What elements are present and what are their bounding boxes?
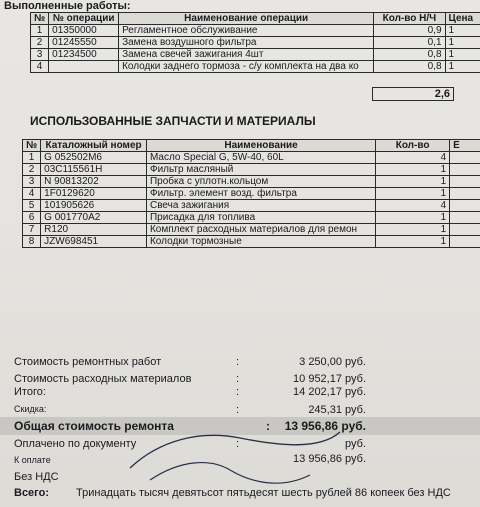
works-col-qty: Кол-во Н/Ч: [374, 13, 445, 25]
part-qty: 4: [376, 200, 450, 212]
row-index: 1: [23, 152, 41, 164]
part-qty: 1: [376, 236, 450, 248]
amount-in-words-label: Всего:: [14, 487, 49, 499]
part-name: Комплект расходных материалов для ремон: [146, 224, 375, 236]
table-row: [23, 188, 480, 200]
works-table: [30, 12, 480, 73]
parts-col-extra: Е: [450, 140, 480, 152]
op-qty: 0,1: [374, 37, 445, 49]
table-row: [23, 200, 480, 212]
table-row: [31, 37, 480, 49]
row-index: 6: [23, 212, 41, 224]
table-row: [23, 236, 480, 248]
part-name: Колодки тормозные: [146, 236, 375, 248]
part-name: Пробка с уплотн.кольцом: [146, 176, 375, 188]
subtotal-label: Итого:: [14, 386, 46, 398]
catalog-number: JZW698451: [41, 236, 147, 248]
part-extra: [450, 200, 480, 212]
part-qty: 1: [376, 212, 450, 224]
parts-col-number: №: [23, 140, 41, 152]
row-index: 1: [31, 25, 49, 37]
row-index: 3: [31, 49, 49, 61]
colon: :: [236, 356, 240, 368]
parts-header-row: [23, 140, 480, 152]
part-name: Присадка для топлива: [146, 212, 375, 224]
op-name: Регламентное обслуживание: [119, 25, 374, 37]
table-row: [23, 224, 480, 236]
table-row: [23, 152, 480, 164]
works-header-row: [31, 13, 480, 25]
part-name: Фильтр. элемент возд. фильтра: [146, 188, 375, 200]
part-qty: 4: [376, 152, 450, 164]
part-extra: [450, 176, 480, 188]
works-col-price: Цена: [445, 13, 480, 25]
works-col-number: №: [31, 13, 49, 25]
op-price: 1: [445, 25, 480, 37]
row-index: 8: [23, 236, 41, 248]
table-row: [31, 61, 480, 73]
table-row: [31, 49, 480, 61]
part-name: Фильтр масляный: [146, 164, 375, 176]
op-name: Колодки заднего тормоза - с/у комплекта на два ко: [119, 61, 374, 73]
to-pay-value: 13 956,86 руб.: [293, 453, 366, 465]
catalog-number: G 001770A2: [41, 212, 147, 224]
works-section-title: Выполненные работы:: [4, 0, 131, 12]
op-number: 01245550: [49, 37, 119, 49]
table-row: [23, 164, 480, 176]
part-qty: 1: [376, 224, 450, 236]
catalog-number: 03C115561H: [41, 164, 147, 176]
op-number: [49, 61, 119, 73]
row-index: 7: [23, 224, 41, 236]
paid-value: руб.: [345, 438, 366, 450]
op-name: Замена воздушного фильтра: [119, 37, 374, 49]
works-col-op-name: Наименование операции: [119, 13, 374, 25]
materials-cost-label: Стоимость расходных материалов: [14, 373, 192, 385]
works-col-op-number: № операции: [49, 13, 119, 25]
part-extra: [450, 236, 480, 248]
colon: :: [266, 419, 270, 433]
discount-value: 245,31 руб.: [308, 404, 366, 416]
parts-section-title: ИСПОЛЬЗОВАННЫЕ ЗАПЧАСТИ И МАТЕРИАЛЫ: [30, 114, 316, 128]
op-number: 01350000: [49, 25, 119, 37]
part-name: Свеча зажигания: [146, 200, 375, 212]
parts-col-name: Наименование: [146, 140, 375, 152]
materials-cost-value: 10 952,17 руб.: [293, 373, 366, 385]
op-price: 1: [445, 49, 480, 61]
colon: :: [236, 386, 240, 398]
row-index: 5: [23, 200, 41, 212]
op-qty: 0,9: [374, 25, 445, 37]
table-row: [31, 25, 480, 37]
subtotal-value: 14 202,17 руб.: [293, 386, 366, 398]
part-qty: 1: [376, 188, 450, 200]
op-price: 1: [445, 37, 480, 49]
row-index: 4: [23, 188, 41, 200]
op-name: Замена свечей зажигания 4шт: [119, 49, 374, 61]
row-index: 2: [31, 37, 49, 49]
catalog-number: 1F0129620: [41, 188, 147, 200]
works-qty-total: 2,6: [372, 87, 454, 101]
grand-total-value: 13 956,86 руб.: [284, 419, 366, 433]
parts-table: [22, 139, 480, 248]
row-index: 4: [31, 61, 49, 73]
catalog-number: R120: [41, 224, 147, 236]
labor-cost-value: 3 250,00 руб.: [299, 356, 366, 368]
row-index: 2: [23, 164, 41, 176]
grand-total-label: Общая стоимость ремонта: [14, 419, 174, 433]
paid-label: Оплачено по документу: [14, 438, 137, 450]
table-row: [23, 212, 480, 224]
part-extra: [450, 224, 480, 236]
op-price: 1: [445, 61, 480, 73]
op-qty: 0,8: [374, 49, 445, 61]
op-number: 01234500: [49, 49, 119, 61]
part-qty: 1: [376, 164, 450, 176]
parts-col-qty: Кол-во: [376, 140, 450, 152]
part-qty: 1: [376, 176, 450, 188]
part-extra: [450, 164, 480, 176]
labor-cost-label: Стоимость ремонтных работ: [14, 356, 162, 368]
to-pay-label: К оплате: [14, 455, 51, 465]
discount-label: Скидка:: [14, 404, 47, 414]
parts-col-catalog: Каталожный номер: [41, 140, 147, 152]
no-vat-label: Без НДС: [14, 471, 59, 483]
catalog-number: 101905626: [41, 200, 147, 212]
op-qty: 0,8: [374, 61, 445, 73]
colon: :: [236, 404, 240, 416]
part-extra: [450, 212, 480, 224]
part-extra: [450, 188, 480, 200]
part-extra: [450, 152, 480, 164]
part-name: Масло Special G, 5W-40, 60L: [146, 152, 375, 164]
catalog-number: G 052502M6: [41, 152, 147, 164]
colon: :: [236, 438, 240, 450]
catalog-number: N 90813202: [41, 176, 147, 188]
row-index: 3: [23, 176, 41, 188]
table-row: [23, 176, 480, 188]
colon: :: [236, 373, 240, 385]
amount-in-words-value: Тринадцать тысяч девятьсот пятьдесят шесть рублей 86 копеек без НДС: [76, 487, 451, 499]
